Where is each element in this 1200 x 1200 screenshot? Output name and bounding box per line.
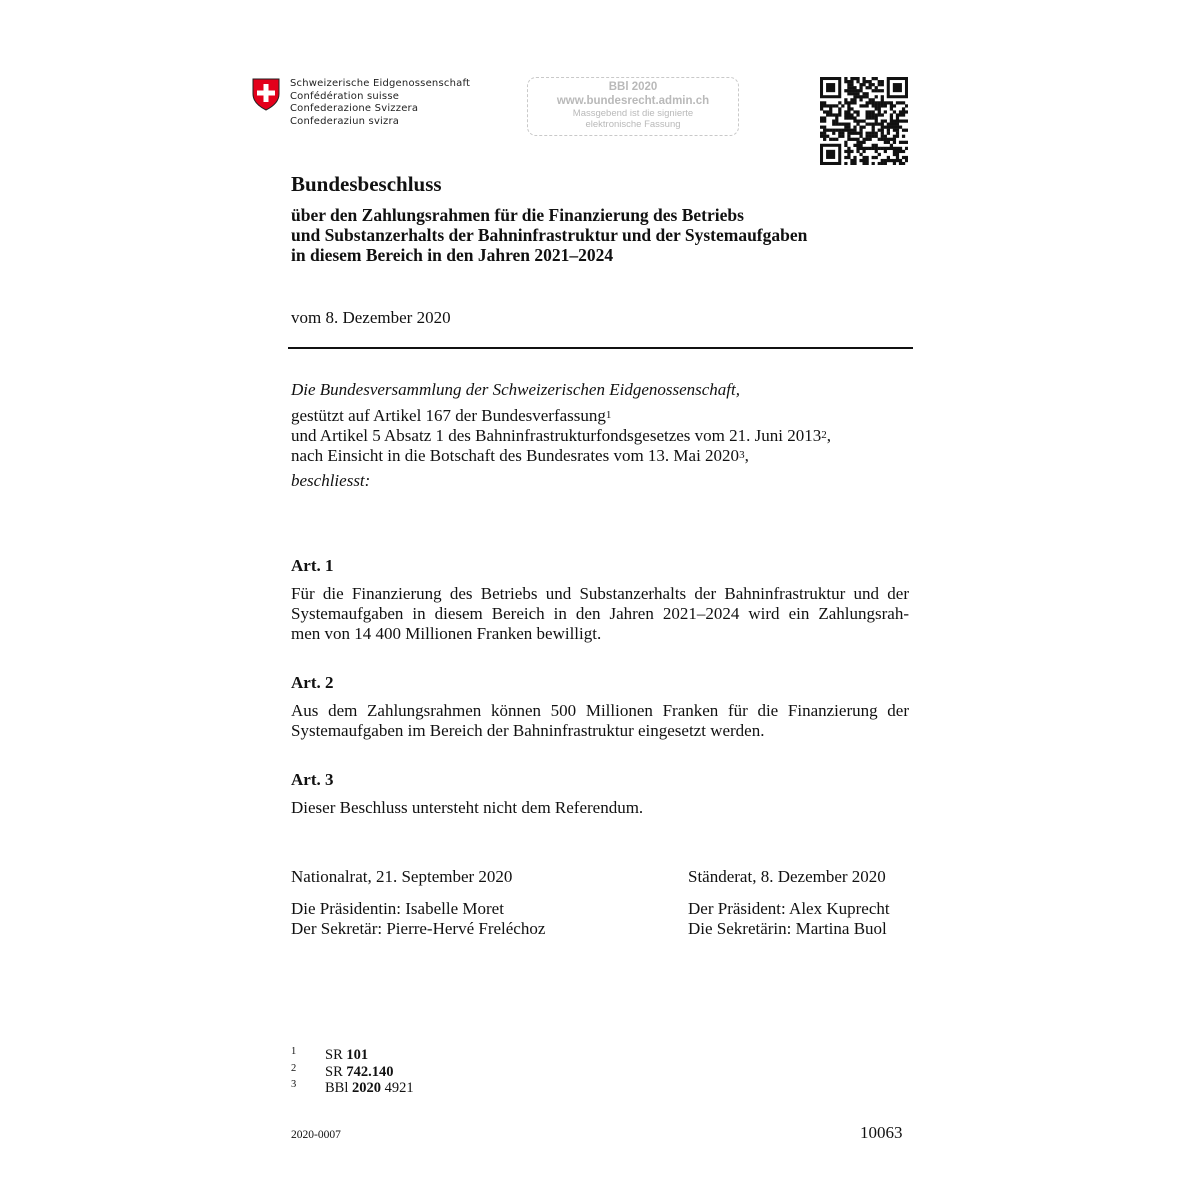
confederation-names [290,78,470,128]
footnote-3-number: 3 [291,1079,297,1090]
footnote-2-text: SR 742.140 [325,1063,394,1080]
footnote-3-text: BBl 2020 4921 [325,1080,414,1096]
document-id: 2020-0007 [291,1129,341,1141]
footnote-1-number: 1 [291,1046,297,1057]
signature-right-chamber-date: Ständerat, 8. Dezember 2020 [688,867,886,886]
article-1-line-2: Systemaufgaben in diesem Bereich in den Jahren 2021–2024 wird ein Zahlungsrah- [291,604,909,623]
preamble-intro: Die Bundesversammlung der Schweizerischen Eidgenossenschaft, [291,380,740,399]
document-title: Bundesbeschluss [291,172,442,196]
confederation-name-it: Confederazione Svizzera [290,103,419,114]
article-2-line-1: Aus dem Zahlungsrahmen können 500 Millionen Franken für die Finanzierung der [291,701,909,720]
signature-right-secretary: Die Sekretärin: Martina Buol [688,919,887,938]
subtitle-line-1: über den Zahlungsrahmen für die Finanzierung des Betriebs [291,205,744,225]
article-3-line-1: Dieser Beschluss untersteht nicht dem Referendum. [291,798,644,817]
qr-code-icon [820,77,908,165]
signature-left-block [291,899,545,939]
preamble-line-2: und Artikel 5 Absatz 1 des Bahninfrastrukturfondsgesetzes vom 21. Juni 2013$^2$, [291,426,831,445]
article-2-body [291,701,909,741]
title-divider [288,347,913,349]
article-2-heading: Art. 2 [291,673,334,692]
document-subtitle [291,205,807,265]
footnote-ref-1[interactable]: 1 [605,409,612,421]
article-1-line-3: men von 14 400 Millionen Franken bewilligt. [291,624,602,643]
confederation-name-de: Schweizerische Eidgenossenschaft [290,78,471,89]
confederation-name-fr: Confédération suisse [290,90,400,102]
confederation-name-rm: Confederaziun svizra [290,115,400,127]
signature-left-chamber-date: Nationalrat, 21. September 2020 [291,867,513,886]
footnote-ref-3[interactable]: 3 [739,449,745,461]
footnote-ref-2[interactable]: 2 [821,429,827,441]
article-1-body [291,584,909,644]
footnote-3 [291,1080,414,1097]
subtitle-line-3: in diesem Bereich in den Jahren 2021–2024 [291,245,614,265]
publication-stamp [527,77,739,136]
signature-left-secretary: Der Sekretär: Pierre-Hervé Freléchoz [291,919,546,938]
stamp-bbl: BBl 2020 [608,81,658,93]
signature-right-president: Der Präsident: Alex Kuprecht [688,899,890,918]
footnote-1-text: SR 101 [325,1047,369,1063]
preamble-line-3: nach Einsicht in die Botschaft des Bundesrates vom 13. Mai 2020$^3$, [291,446,749,465]
article-2-line-2: Systemaufgaben im Bereich der Bahninfrastruktur eingesetzt werden. [291,721,765,740]
article-1-heading: Art. 1 [291,556,334,575]
footnotes [291,1047,414,1097]
article-3-heading: Art. 3 [291,770,334,789]
footnote-2-number: 2 [291,1062,297,1074]
page-number: 10063 [860,1123,903,1142]
subtitle-line-2: und Substanzerhalts der Bahninfrastruktur und der Systemaufgaben [291,225,808,245]
preamble-line-1: gestützt auf Artikel 167 der Bundesverfassung$^1$ [291,406,612,425]
swiss-coat-of-arms-icon [251,78,281,111]
stamp-note-2: elektronische Fassung [585,119,681,130]
preamble-body [291,406,831,466]
document-date: vom 8. Dezember 2020 [291,308,451,327]
stamp-url: www.bundesrecht.admin.ch [556,95,710,107]
signature-left-president: Die Präsidentin: Isabelle Moret [291,899,504,918]
preamble-closing: beschliesst: [291,471,371,490]
article-1-line-1: Für die Finanzierung des Betriebs und Substanzerhalts der Bahninfrastruktur und der [291,584,909,603]
article-3-body [291,798,909,818]
stamp-note-1: Massgebend ist die signierte [572,108,694,119]
signature-right-block [688,899,890,939]
